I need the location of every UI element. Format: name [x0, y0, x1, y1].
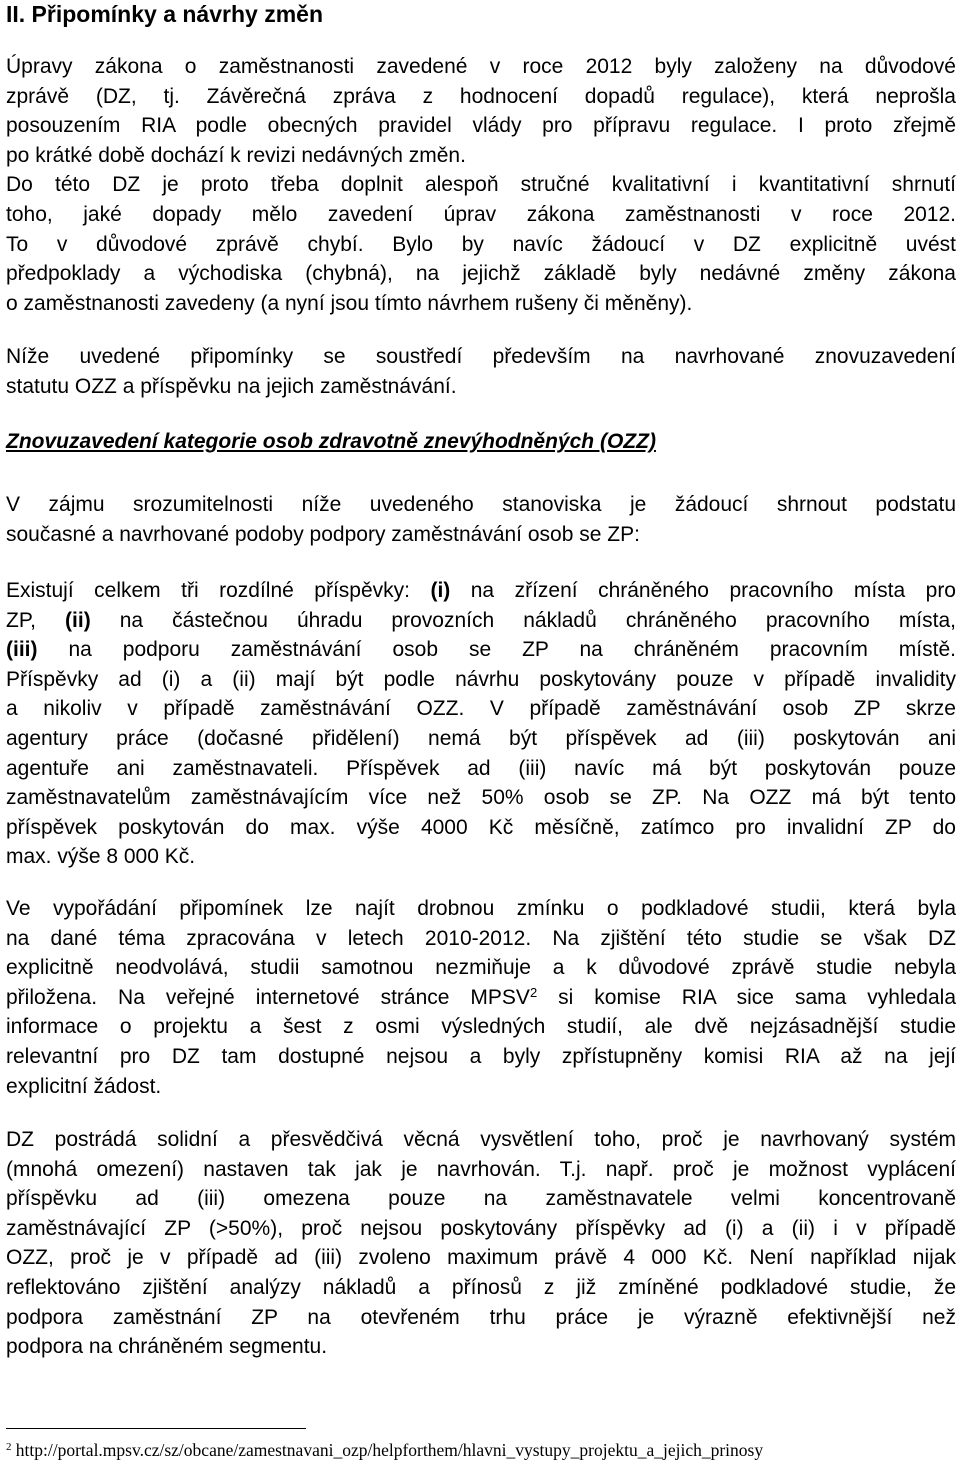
text-run: na podporu zaměstnávání osob se ZP na chráněném pracovním místě. [37, 638, 956, 662]
footnote [6, 1438, 763, 1462]
text-line: posouzením RIA podle obecných pravidel vlády pro přípravu regulace. I proto zřejmě [6, 114, 956, 138]
footnote-reference: 2 [529, 984, 538, 1000]
text-line [6, 576, 956, 606]
text-run: ZP, [6, 608, 66, 632]
text-run: si komise RIA sice sama vyhledala [537, 985, 956, 1009]
paragraph-study [6, 894, 956, 1101]
text-line: reflektováno zjištění analýzy nákladů a přínosů z již zmíněné podkladové studie, že [6, 1275, 956, 1299]
text-line: informace o projektu a šest z osmi výsledných studií, ale dvě nejzásadnější studie [6, 1015, 956, 1039]
text-line: agentuře ani zaměstnavateli. Příspěvek ad (iii) navíc má být poskytován pouze [6, 756, 956, 780]
text-line: zprávě (DZ, tj. Závěrečná zpráva z hodnocení dopadů regulace), která neprošla [6, 84, 956, 108]
text-line: Ve vypořádání připomínek lze najít drobnou zmínku o podkladové studii, která byla [6, 897, 956, 920]
item-marker: (ii) [65, 608, 91, 632]
footnote-mark: 2 [6, 1441, 12, 1454]
text-run: na zřízení chráněného pracovního místa pro [450, 579, 956, 602]
text-line: Úpravy zákona o zaměstnanosti zavedené v roce 2012 byly založeny na důvodové [6, 55, 956, 78]
text-line: zaměstnavatelům zaměstnávajícím více než 50% osob se ZP. Na OZZ má být tento [6, 786, 956, 810]
item-marker: (iii) [6, 638, 38, 662]
text-line: max. výše 8 000 Kč. [6, 845, 196, 869]
text-run: Existují celkem tři rozdílné příspěvky: [6, 579, 431, 602]
text-line: OZZ, proč je v případě ad (iii) zvoleno maximum právě 4 000 Kč. Není například nijak [6, 1246, 956, 1270]
text-line: Do této DZ je proto třeba doplnit alespoň stručné kvalitativní i kvantitativní shrnutí [6, 173, 956, 197]
text-line: zaměstnávající ZP (>50%), proč nejsou poskytovány příspěvky ad (i) a (ii) i v případě [6, 1216, 956, 1240]
footnote-url: http://portal.mpsv.cz/sz/obcane/zamestnavani_ozp/helpforthem/hlavni_vystupy_projektu_a_jejich_prinosy [11, 1440, 764, 1460]
text-line: Níže uvedené připomínky se soustředí především na navrhované znovuzavedení [6, 345, 956, 368]
text-line: a nikoliv v případě zaměstnávání OZZ. V případě zaměstnávání osob ZP skrze [6, 697, 956, 721]
text-line: podpora zaměstnání ZP na otevřeném trhu práce je výrazně efektivnější než [6, 1305, 956, 1329]
section-heading: II. Připomínky a návrhy změn [6, 1, 323, 27]
paragraph-explanation [6, 1125, 956, 1362]
text-line: explicitní žádost. [6, 1074, 162, 1098]
text-line: (mnohá omezení) nastaven tak jak je navrhován. T.j. např. proč je možnost vyplácení [6, 1157, 956, 1181]
text-run: na částečnou úhradu provozních nákladů chráněného pracovního místa, [90, 608, 956, 632]
text-line: V zájmu srozumitelnosti níže uvedeného stanoviska je žádoucí shrnout podstatu [6, 493, 956, 516]
paragraph-contributions [6, 576, 956, 872]
text-line: na dané téma zpracována v letech 2010-2012. Na zjištění této studie se však DZ [6, 926, 956, 950]
text-line: statutu OZZ a příspěvku na jejich zaměstnávání. [6, 374, 457, 398]
text-line: příspěvek poskytován do max. výše 4000 Kč měsíčně, zatímco pro invalidní ZP do [6, 815, 956, 839]
text-line [6, 606, 956, 636]
paragraph-intro [6, 52, 956, 318]
text-line: předpoklady a východiska (chybná), na jejichž základě byly nedávné změny zákona [6, 262, 956, 286]
paragraph-focus [6, 342, 956, 401]
footnote-separator [6, 1428, 306, 1429]
text-line: DZ postrádá solidní a přesvědčivá věcná vysvětlení toho, proč je navrhovaný systém [6, 1128, 956, 1151]
item-marker: (i) [430, 579, 451, 602]
text-line: Příspěvky ad (i) a (ii) mají být podle návrhu poskytovány pouze v případě invalidity [6, 667, 956, 691]
text-line: současné a navrhované podoby podpory zaměstnávání osob se ZP: [6, 522, 640, 546]
text-line: To v důvodové zprávě chybí. Bylo by navíc žádoucí v DZ explicitně uvést [6, 232, 956, 256]
subsection-heading: Znovuzavedení kategorie osob zdravotně znevýhodněných (OZZ) [6, 430, 656, 453]
text-line [6, 983, 956, 1013]
text-line [6, 635, 956, 665]
text-line: o zaměstnanosti zavedeny (a nyní jsou tímto návrhem rušeny či měněny). [6, 291, 693, 315]
text-line: toho, jaké dopady mělo zavedení úprav zákona zaměstnanosti v roce 2012. [6, 202, 956, 226]
text-line: podpora na chráněném segmentu. [6, 1335, 328, 1359]
paragraph-summary [6, 490, 956, 549]
text-line: relevantní pro DZ tam dostupné nejsou a byly zpřístupněny komisi RIA až na její [6, 1044, 956, 1068]
text-run: přiložena. Na veřejné internetové stránce MPSV [6, 985, 530, 1009]
text-line: příspěvku ad (iii) omezena pouze na zaměstnavatele velmi koncentrovaně [6, 1187, 956, 1211]
text-line: po krátké době dochází k revizi nedávných změn. [6, 143, 466, 167]
text-line: agentury práce (dočasné přidělení) nemá být příspěvek ad (iii) poskytován ani [6, 726, 956, 750]
text-line: explicitně neodvolává, studii samotnou nezmiňuje a k důvodové zprávě studie nebyla [6, 956, 956, 980]
